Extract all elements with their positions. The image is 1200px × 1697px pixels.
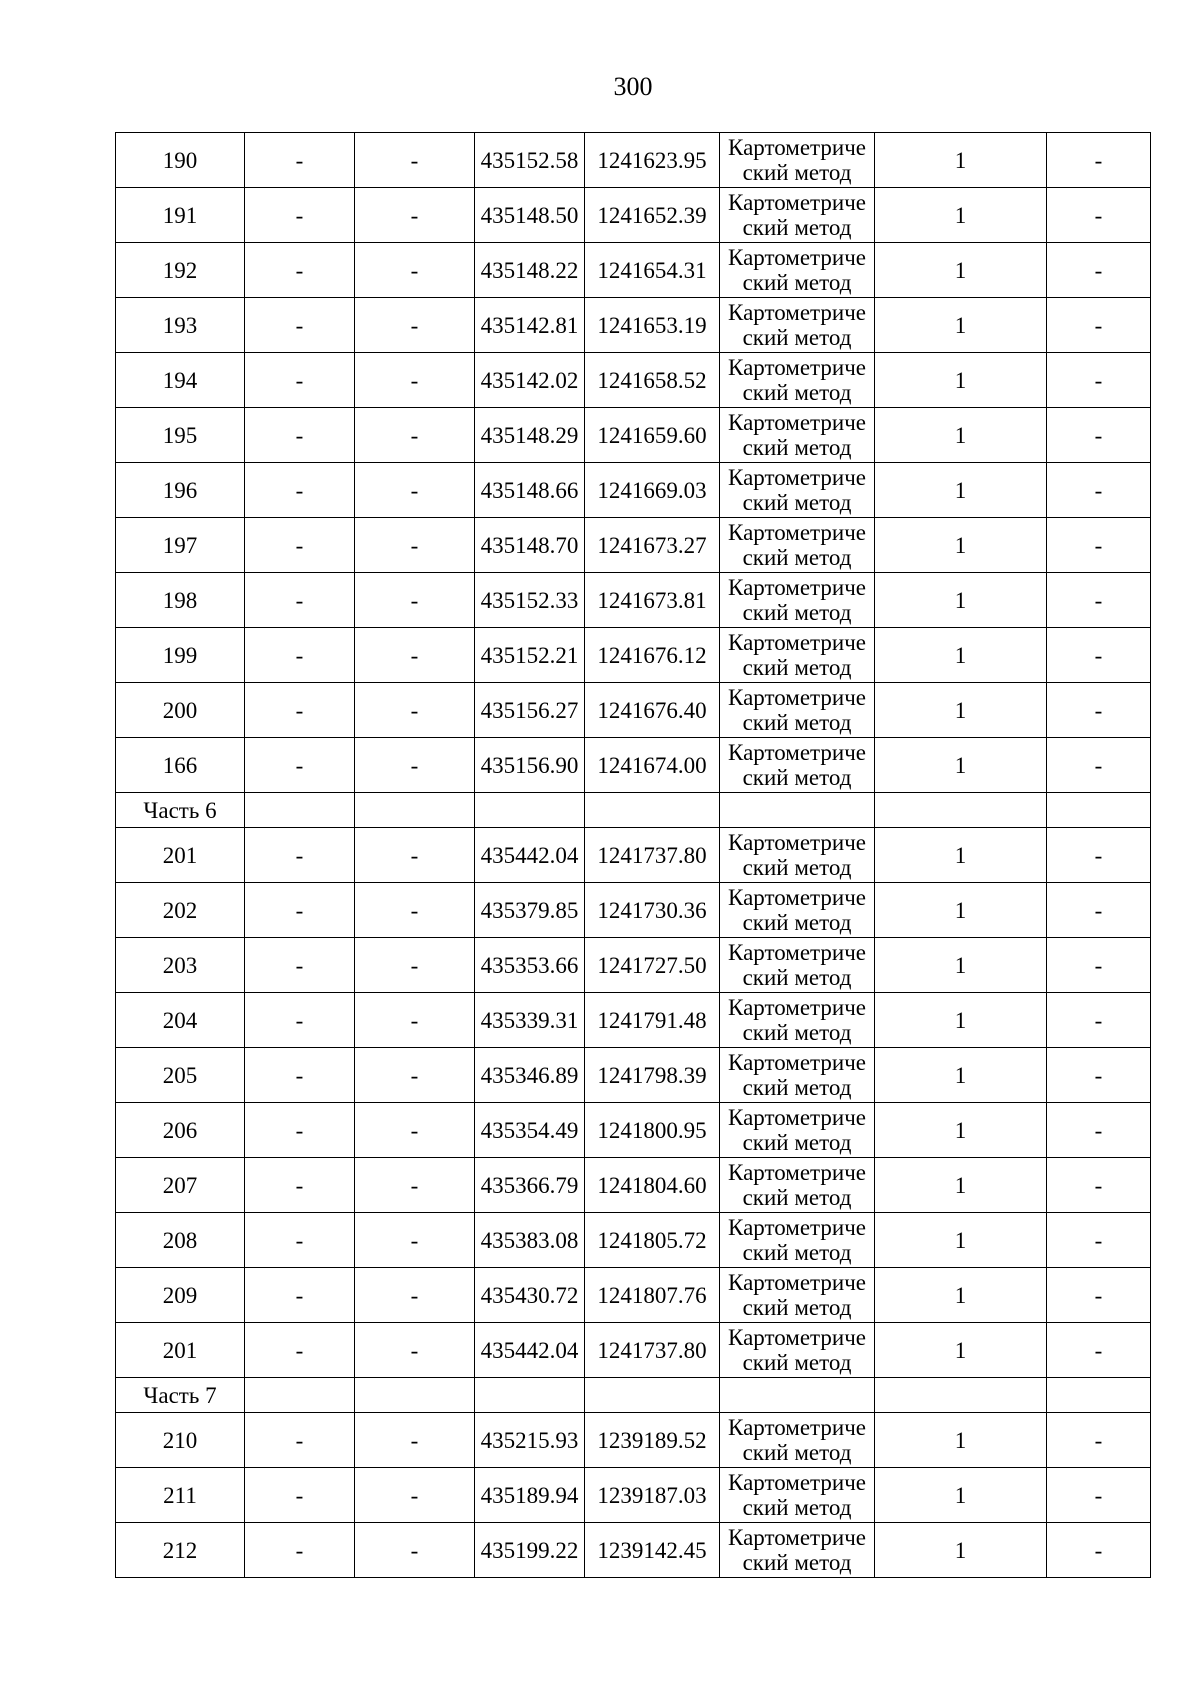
dash-cell: -: [245, 1523, 355, 1578]
point-number-cell: 208: [116, 1213, 245, 1268]
dash-cell: -: [355, 573, 475, 628]
method-line: Картометриче: [728, 1270, 866, 1295]
y-coordinate-cell: 1239189.52: [585, 1413, 720, 1468]
accuracy-cell: 1: [875, 463, 1047, 518]
accuracy-cell: 1: [875, 1158, 1047, 1213]
point-number-cell: 196: [116, 463, 245, 518]
method-line: Картометриче: [728, 1215, 866, 1240]
dash-cell: -: [1047, 1158, 1151, 1213]
accuracy-cell: 1: [875, 628, 1047, 683]
x-coordinate-cell: 435152.21: [475, 628, 585, 683]
dash-cell: -: [355, 243, 475, 298]
point-number-cell: 194: [116, 353, 245, 408]
method-cell: [720, 883, 875, 938]
point-number-cell: 197: [116, 518, 245, 573]
method-line: Картометриче: [728, 1105, 866, 1130]
x-coordinate-cell: 435189.94: [475, 1468, 585, 1523]
method-line: Картометриче: [728, 940, 866, 965]
empty-cell: [245, 1378, 355, 1413]
dash-cell: -: [355, 1413, 475, 1468]
method-cell: [720, 298, 875, 353]
point-number-cell: 200: [116, 683, 245, 738]
method-line: Картометриче: [728, 1525, 866, 1550]
section-row: [116, 1378, 1151, 1413]
dash-cell: -: [1047, 353, 1151, 408]
point-number-cell: 195: [116, 408, 245, 463]
table-row: [116, 353, 1151, 408]
accuracy-cell: 1: [875, 573, 1047, 628]
dash-cell: -: [355, 298, 475, 353]
method-cell: [720, 1523, 875, 1578]
method-cell: [720, 463, 875, 518]
x-coordinate-cell: 435442.04: [475, 828, 585, 883]
dash-cell: -: [355, 133, 475, 188]
y-coordinate-cell: 1241798.39: [585, 1048, 720, 1103]
method-cell: [720, 1323, 875, 1378]
x-coordinate-cell: 435142.02: [475, 353, 585, 408]
accuracy-cell: 1: [875, 883, 1047, 938]
empty-cell: [585, 1378, 720, 1413]
method-cell: [720, 1213, 875, 1268]
method-cell: [720, 133, 875, 188]
section-row: [116, 793, 1151, 828]
x-coordinate-cell: 435339.31: [475, 993, 585, 1048]
method-line: Картометриче: [728, 1470, 866, 1495]
dash-cell: -: [355, 738, 475, 793]
y-coordinate-cell: 1241673.27: [585, 518, 720, 573]
dash-cell: -: [1047, 1048, 1151, 1103]
point-number-cell: 206: [116, 1103, 245, 1158]
accuracy-cell: 1: [875, 1103, 1047, 1158]
method-cell: [720, 738, 875, 793]
accuracy-cell: 1: [875, 1523, 1047, 1578]
y-coordinate-cell: 1241805.72: [585, 1213, 720, 1268]
point-number-cell: 201: [116, 828, 245, 883]
method-cell: [720, 408, 875, 463]
y-coordinate-cell: 1241800.95: [585, 1103, 720, 1158]
table-row: [116, 1103, 1151, 1158]
dash-cell: -: [245, 1158, 355, 1213]
accuracy-cell: 1: [875, 738, 1047, 793]
accuracy-cell: 1: [875, 1323, 1047, 1378]
x-coordinate-cell: 435354.49: [475, 1103, 585, 1158]
y-coordinate-cell: 1241791.48: [585, 993, 720, 1048]
empty-cell: [720, 793, 875, 828]
method-line: Картометриче: [728, 520, 866, 545]
method-line: ский метод: [742, 490, 852, 515]
coordinates-table: [115, 132, 1151, 1578]
dash-cell: -: [245, 1468, 355, 1523]
point-number-cell: 203: [116, 938, 245, 993]
dash-cell: -: [1047, 573, 1151, 628]
method-line: Картометриче: [728, 1415, 866, 1440]
method-cell: [720, 993, 875, 1048]
method-cell: [720, 1103, 875, 1158]
dash-cell: -: [245, 243, 355, 298]
y-coordinate-cell: 1241669.03: [585, 463, 720, 518]
empty-cell: [355, 793, 475, 828]
x-coordinate-cell: 435156.27: [475, 683, 585, 738]
accuracy-cell: 1: [875, 408, 1047, 463]
table-row: [116, 1413, 1151, 1468]
y-coordinate-cell: 1241653.19: [585, 298, 720, 353]
method-cell: [720, 518, 875, 573]
table-row: [116, 938, 1151, 993]
method-cell: [720, 1158, 875, 1213]
method-line: Картометриче: [728, 630, 866, 655]
dash-cell: -: [1047, 738, 1151, 793]
method-cell: [720, 828, 875, 883]
method-cell: [720, 1048, 875, 1103]
dash-cell: -: [355, 938, 475, 993]
y-coordinate-cell: 1241673.81: [585, 573, 720, 628]
dash-cell: -: [355, 1323, 475, 1378]
dash-cell: -: [355, 993, 475, 1048]
empty-cell: [245, 793, 355, 828]
empty-cell: [355, 1378, 475, 1413]
method-line: Картометриче: [728, 135, 866, 160]
method-line: Картометриче: [728, 355, 866, 380]
dash-cell: -: [355, 1268, 475, 1323]
x-coordinate-cell: 435199.22: [475, 1523, 585, 1578]
dash-cell: -: [245, 1323, 355, 1378]
x-coordinate-cell: 435148.22: [475, 243, 585, 298]
dash-cell: -: [245, 133, 355, 188]
point-number-cell: 191: [116, 188, 245, 243]
x-coordinate-cell: 435430.72: [475, 1268, 585, 1323]
method-line: ский метод: [742, 1075, 852, 1100]
method-line: ский метод: [742, 435, 852, 460]
method-line: Картометриче: [728, 465, 866, 490]
y-coordinate-cell: 1241654.31: [585, 243, 720, 298]
method-line: Картометриче: [728, 995, 866, 1020]
empty-cell: [1047, 793, 1151, 828]
dash-cell: -: [1047, 1523, 1151, 1578]
dash-cell: -: [1047, 828, 1151, 883]
table-row: [116, 738, 1151, 793]
dash-cell: -: [245, 463, 355, 518]
dash-cell: -: [245, 938, 355, 993]
x-coordinate-cell: 435346.89: [475, 1048, 585, 1103]
dash-cell: -: [355, 828, 475, 883]
y-coordinate-cell: 1241727.50: [585, 938, 720, 993]
table-row: [116, 1523, 1151, 1578]
table-row: [116, 298, 1151, 353]
x-coordinate-cell: 435379.85: [475, 883, 585, 938]
empty-cell: [875, 1378, 1047, 1413]
page-number: 300: [613, 72, 653, 101]
x-coordinate-cell: 435148.70: [475, 518, 585, 573]
y-coordinate-cell: 1241737.80: [585, 1323, 720, 1378]
method-line: ский метод: [742, 1240, 852, 1265]
point-number-cell: 211: [116, 1468, 245, 1523]
method-line: ский метод: [742, 765, 852, 790]
method-cell: [720, 353, 875, 408]
point-number-cell: 166: [116, 738, 245, 793]
point-number-cell: 192: [116, 243, 245, 298]
x-coordinate-cell: 435383.08: [475, 1213, 585, 1268]
table-row: [116, 883, 1151, 938]
method-cell: [720, 243, 875, 298]
table-row: [116, 1158, 1151, 1213]
table-row: [116, 573, 1151, 628]
dash-cell: -: [245, 1213, 355, 1268]
method-cell: [720, 628, 875, 683]
accuracy-cell: 1: [875, 1048, 1047, 1103]
x-coordinate-cell: 435148.50: [475, 188, 585, 243]
dash-cell: -: [355, 1523, 475, 1578]
dash-cell: -: [245, 828, 355, 883]
x-coordinate-cell: 435152.33: [475, 573, 585, 628]
dash-cell: -: [1047, 683, 1151, 738]
method-cell: [720, 573, 875, 628]
dash-cell: -: [1047, 408, 1151, 463]
dash-cell: -: [355, 683, 475, 738]
y-coordinate-cell: 1239142.45: [585, 1523, 720, 1578]
empty-cell: [585, 793, 720, 828]
empty-cell: [475, 1378, 585, 1413]
accuracy-cell: 1: [875, 1268, 1047, 1323]
dash-cell: -: [1047, 518, 1151, 573]
empty-cell: [875, 793, 1047, 828]
point-number-cell: 212: [116, 1523, 245, 1578]
table-row: [116, 518, 1151, 573]
dash-cell: -: [355, 408, 475, 463]
method-line: ский метод: [742, 1350, 852, 1375]
accuracy-cell: 1: [875, 518, 1047, 573]
x-coordinate-cell: 435148.66: [475, 463, 585, 518]
x-coordinate-cell: 435215.93: [475, 1413, 585, 1468]
dash-cell: -: [1047, 463, 1151, 518]
dash-cell: -: [1047, 1213, 1151, 1268]
point-number-cell: 205: [116, 1048, 245, 1103]
y-coordinate-cell: 1241674.00: [585, 738, 720, 793]
dash-cell: -: [245, 738, 355, 793]
method-line: ский метод: [742, 965, 852, 990]
dash-cell: -: [355, 1103, 475, 1158]
x-coordinate-cell: 435152.58: [475, 133, 585, 188]
table-body: [116, 133, 1151, 1578]
y-coordinate-cell: 1241658.52: [585, 353, 720, 408]
accuracy-cell: 1: [875, 993, 1047, 1048]
accuracy-cell: 1: [875, 1468, 1047, 1523]
table-row: [116, 1268, 1151, 1323]
accuracy-cell: 1: [875, 828, 1047, 883]
method-line: ский метод: [742, 600, 852, 625]
dash-cell: -: [245, 353, 355, 408]
dash-cell: -: [245, 1103, 355, 1158]
method-line: ский метод: [742, 1020, 852, 1045]
dash-cell: -: [245, 298, 355, 353]
dash-cell: -: [355, 1468, 475, 1523]
dash-cell: -: [245, 573, 355, 628]
method-line: Картометриче: [728, 575, 866, 600]
dash-cell: -: [1047, 883, 1151, 938]
method-line: ский метод: [742, 655, 852, 680]
method-line: Картометриче: [728, 830, 866, 855]
y-coordinate-cell: 1241652.39: [585, 188, 720, 243]
table-row: [116, 683, 1151, 738]
method-line: ский метод: [742, 1130, 852, 1155]
table-row: [116, 1323, 1151, 1378]
method-line: Картометриче: [728, 1050, 866, 1075]
table-row: [116, 408, 1151, 463]
dash-cell: -: [355, 353, 475, 408]
point-number-cell: 202: [116, 883, 245, 938]
point-number-cell: 199: [116, 628, 245, 683]
table-row: [116, 243, 1151, 298]
point-number-cell: 209: [116, 1268, 245, 1323]
dash-cell: -: [1047, 1268, 1151, 1323]
x-coordinate-cell: 435442.04: [475, 1323, 585, 1378]
dash-cell: -: [245, 408, 355, 463]
table-row: [116, 1213, 1151, 1268]
point-number-cell: 193: [116, 298, 245, 353]
method-line: ский метод: [742, 545, 852, 570]
accuracy-cell: 1: [875, 1213, 1047, 1268]
dash-cell: -: [245, 1268, 355, 1323]
method-line: Картометриче: [728, 685, 866, 710]
method-cell: [720, 1413, 875, 1468]
point-number-cell: 201: [116, 1323, 245, 1378]
dash-cell: -: [355, 518, 475, 573]
dash-cell: -: [1047, 188, 1151, 243]
empty-cell: [1047, 1378, 1151, 1413]
method-cell: [720, 683, 875, 738]
accuracy-cell: 1: [875, 298, 1047, 353]
section-label: Часть 6: [116, 793, 245, 828]
accuracy-cell: 1: [875, 188, 1047, 243]
dash-cell: -: [1047, 243, 1151, 298]
table-row: [116, 188, 1151, 243]
method-cell: [720, 1468, 875, 1523]
accuracy-cell: 1: [875, 243, 1047, 298]
dash-cell: -: [245, 883, 355, 938]
x-coordinate-cell: 435148.29: [475, 408, 585, 463]
x-coordinate-cell: 435366.79: [475, 1158, 585, 1213]
x-coordinate-cell: 435142.81: [475, 298, 585, 353]
dash-cell: -: [355, 1158, 475, 1213]
dash-cell: -: [245, 1413, 355, 1468]
dash-cell: -: [1047, 133, 1151, 188]
dash-cell: -: [245, 1048, 355, 1103]
dash-cell: -: [1047, 1323, 1151, 1378]
dash-cell: -: [245, 188, 355, 243]
y-coordinate-cell: 1241676.40: [585, 683, 720, 738]
method-cell: [720, 938, 875, 993]
table-row: [116, 628, 1151, 683]
point-number-cell: 204: [116, 993, 245, 1048]
point-number-cell: 207: [116, 1158, 245, 1213]
method-line: ский метод: [742, 910, 852, 935]
y-coordinate-cell: 1241807.76: [585, 1268, 720, 1323]
method-cell: [720, 1268, 875, 1323]
empty-cell: [475, 793, 585, 828]
method-line: ский метод: [742, 1440, 852, 1465]
point-number-cell: 210: [116, 1413, 245, 1468]
table-row: [116, 1468, 1151, 1523]
dash-cell: -: [245, 683, 355, 738]
y-coordinate-cell: 1241737.80: [585, 828, 720, 883]
method-line: Картометриче: [728, 885, 866, 910]
dash-cell: -: [1047, 1103, 1151, 1158]
x-coordinate-cell: 435353.66: [475, 938, 585, 993]
method-line: Картометриче: [728, 410, 866, 435]
dash-cell: -: [355, 628, 475, 683]
method-line: Картометриче: [728, 1160, 866, 1185]
method-line: Картометриче: [728, 740, 866, 765]
method-line: ский метод: [742, 380, 852, 405]
accuracy-cell: 1: [875, 133, 1047, 188]
y-coordinate-cell: 1239187.03: [585, 1468, 720, 1523]
y-coordinate-cell: 1241659.60: [585, 408, 720, 463]
accuracy-cell: 1: [875, 353, 1047, 408]
empty-cell: [720, 1378, 875, 1413]
method-line: ский метод: [742, 270, 852, 295]
dash-cell: -: [1047, 628, 1151, 683]
table-row: [116, 828, 1151, 883]
method-cell: [720, 188, 875, 243]
dash-cell: -: [355, 463, 475, 518]
method-line: Картометриче: [728, 1325, 866, 1350]
method-line: ский метод: [742, 710, 852, 735]
y-coordinate-cell: 1241804.60: [585, 1158, 720, 1213]
accuracy-cell: 1: [875, 938, 1047, 993]
method-line: ский метод: [742, 325, 852, 350]
dash-cell: -: [355, 1048, 475, 1103]
y-coordinate-cell: 1241623.95: [585, 133, 720, 188]
dash-cell: -: [1047, 993, 1151, 1048]
y-coordinate-cell: 1241730.36: [585, 883, 720, 938]
dash-cell: -: [1047, 298, 1151, 353]
method-line: Картометриче: [728, 190, 866, 215]
dash-cell: -: [1047, 1413, 1151, 1468]
dash-cell: -: [355, 883, 475, 938]
dash-cell: -: [1047, 1468, 1151, 1523]
point-number-cell: 198: [116, 573, 245, 628]
method-line: ский метод: [742, 215, 852, 240]
dash-cell: -: [245, 518, 355, 573]
table-row: [116, 993, 1151, 1048]
y-coordinate-cell: 1241676.12: [585, 628, 720, 683]
dash-cell: -: [355, 1213, 475, 1268]
accuracy-cell: 1: [875, 1413, 1047, 1468]
method-line: Картометриче: [728, 245, 866, 270]
dash-cell: -: [1047, 938, 1151, 993]
accuracy-cell: 1: [875, 683, 1047, 738]
dash-cell: -: [355, 188, 475, 243]
method-line: Картометриче: [728, 300, 866, 325]
dash-cell: -: [245, 993, 355, 1048]
table-row: [116, 463, 1151, 518]
method-line: ский метод: [742, 855, 852, 880]
section-label: Часть 7: [116, 1378, 245, 1413]
method-line: ский метод: [742, 1495, 852, 1520]
point-number-cell: 190: [116, 133, 245, 188]
table-row: [116, 1048, 1151, 1103]
dash-cell: -: [245, 628, 355, 683]
method-line: ский метод: [742, 1550, 852, 1575]
x-coordinate-cell: 435156.90: [475, 738, 585, 793]
method-line: ский метод: [742, 1295, 852, 1320]
method-line: ский метод: [742, 1185, 852, 1210]
method-line: ский метод: [742, 160, 852, 185]
table-row: [116, 133, 1151, 188]
